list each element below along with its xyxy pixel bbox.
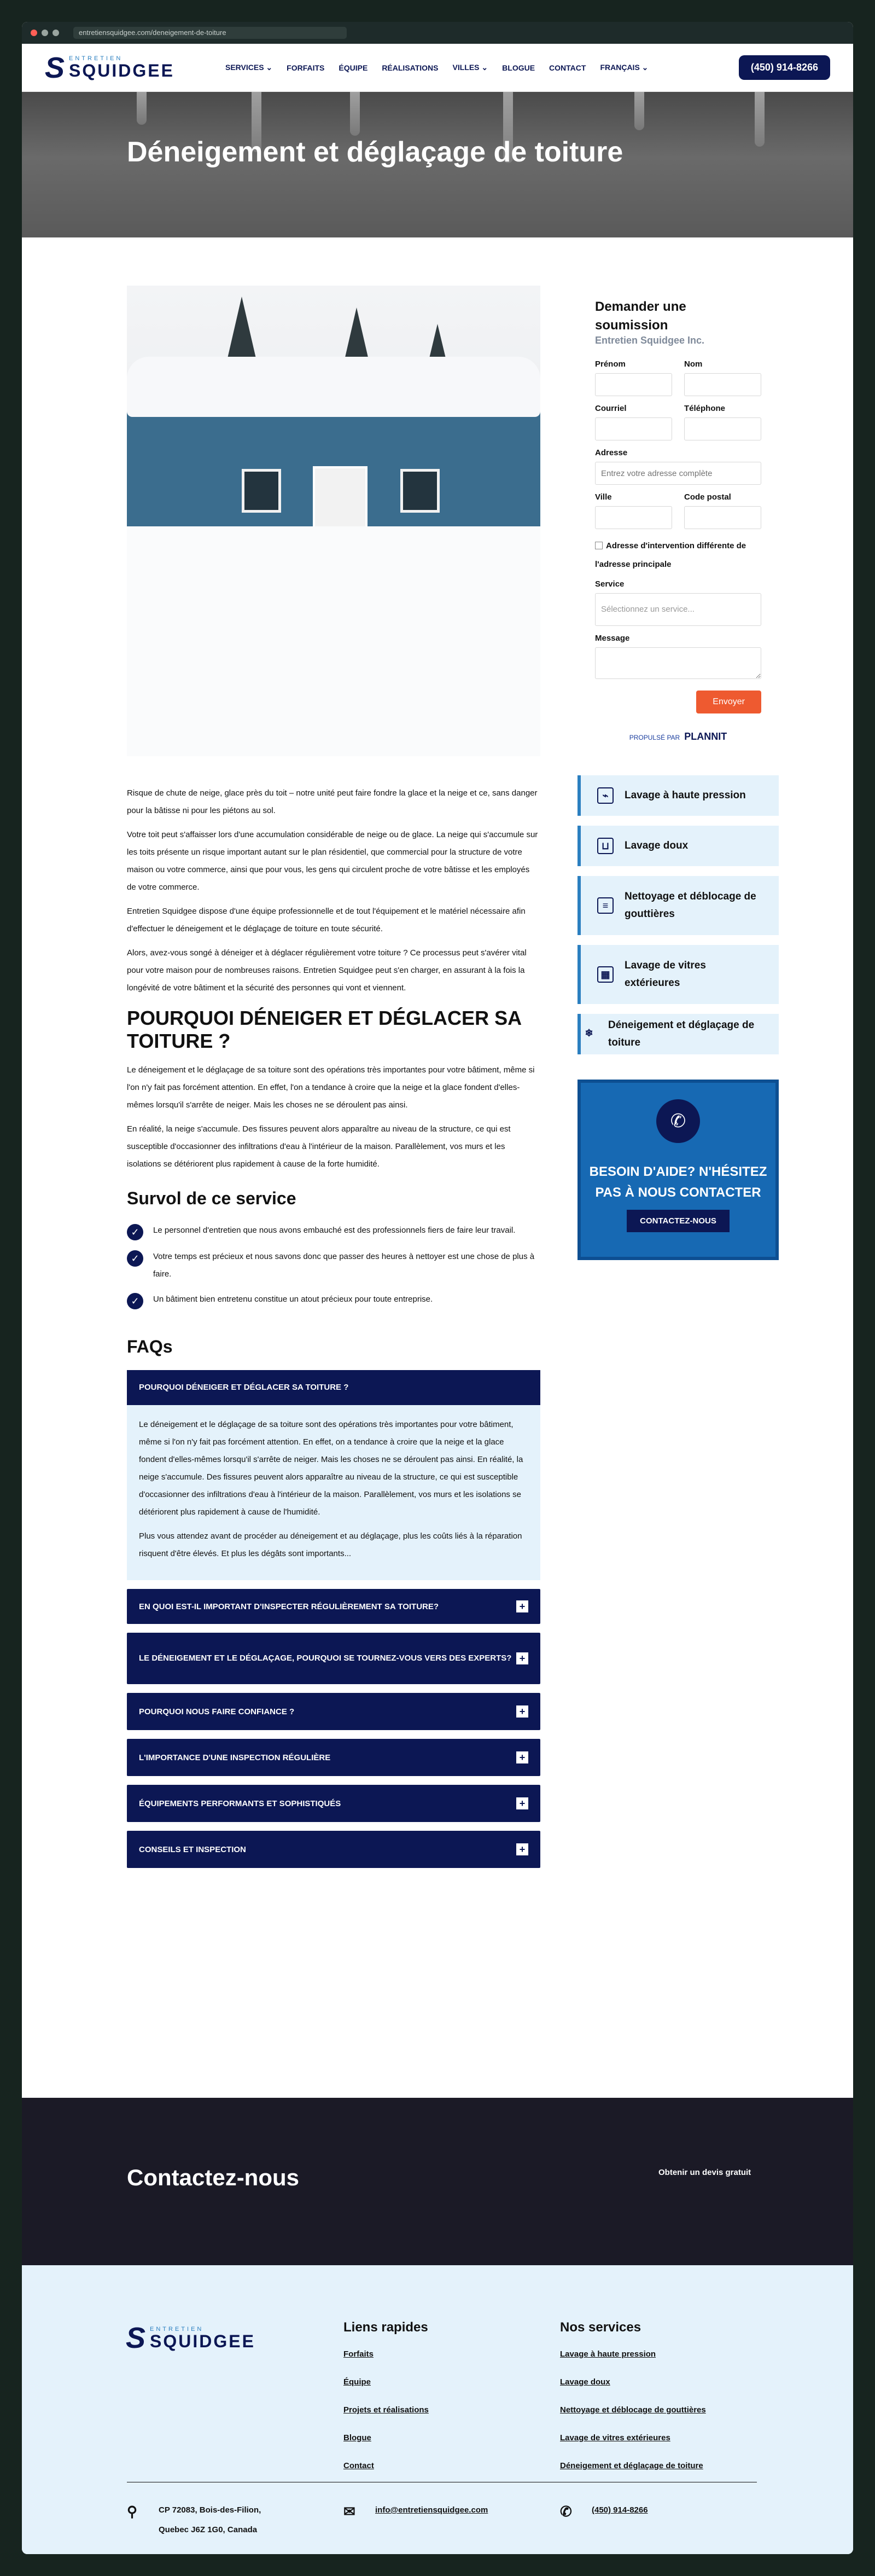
faq-question[interactable] (127, 1589, 540, 1624)
faq-question-text: CONSEILS ET INSPECTION (139, 1844, 246, 1854)
nav-villes[interactable]: VILLES ⌄ (452, 63, 488, 72)
article (127, 785, 540, 1877)
form-title: Demander une soumission (595, 299, 686, 333)
pressure-washer-icon: ⌁ (597, 787, 614, 804)
footer-services-title: Nos services (560, 2320, 641, 2335)
logo-name: SQUIDGEE (69, 61, 174, 80)
plannit-logo[interactable]: PLANNIT (684, 731, 727, 742)
main-content (22, 237, 853, 2098)
message-label: Message (595, 634, 630, 643)
check-icon: ✓ (127, 1250, 143, 1267)
paragraph: Entretien Squidgee dispose d'une équipe professionnelle et de tout l'équipement et le matériel nécessaire afin d'effectuer le déneigement et le déglaçage de toiture en toute sécurité. (127, 907, 526, 933)
site-footer (22, 2265, 853, 2554)
nav-blogue[interactable]: BLOGUE (502, 63, 535, 72)
service-link-soft-wash[interactable] (578, 826, 779, 866)
check-text: Un bâtiment bien entretenu constitue un atout précieux pour toute entreprise. (153, 1295, 433, 1304)
paragraph: En réalité, la neige s'accumule. Des fissures peuvent alors apparaître au niveau de la structure, ce qui est susceptible d'occasionner des infiltrations d'eau à l'intérieur de la maison. Parallèlement, vos murs et les isolations se détériorent plus rapidement à cause de la forte humidité. (127, 1124, 511, 1169)
address-label: Adresse (595, 448, 628, 457)
footer-logo[interactable] (126, 2323, 306, 2353)
logo-tagline: ENTRETIEN (150, 2325, 204, 2333)
check-icon: ✓ (127, 1224, 143, 1240)
paragraph: Risque de chute de neige, glace près du toit – notre unité peut faire fondre la glace et la neige et ce, sans danger pour la bâtisse ni pour les piétons au sol. (127, 788, 538, 815)
house-window (242, 469, 281, 513)
service-label: Nettoyage et déblocage de gouttières (625, 891, 756, 920)
footer-service-link[interactable]: Lavage doux (560, 2377, 610, 2387)
faq-answer-text: Le déneigement et le déglaçage de sa toiture sont des opérations très importantes pour votre bâtiment, même si l'on n'y fait pas forcément attention. En effet, on a tendance à croire que la neige et la glace fondent d'elles-mêmes lorsqu'il s'arrête de neiger. Mais les choses ne se déroulent pas ainsi. En réalité, la neige s'accumule. Des fissures peuvent alors apparaître au niveau de la structure, ce qui est susceptible d'occasionner des infiltrations d'eau à l'intérieur de la maison. Parallèlement, vos murs et les isolations se détériorent plus rapidement à cause de l'humidité. (139, 1420, 523, 1517)
service-label: Lavage de vitres extérieures (625, 960, 706, 989)
checkbox-label: Adresse d'intervention différente de l'adresse principale (595, 541, 746, 569)
prenom-field[interactable] (595, 373, 672, 396)
faq-question[interactable] (127, 1693, 540, 1730)
service-label: Lavage à haute pression (625, 790, 746, 801)
faq-question[interactable] (127, 1633, 540, 1684)
nav-equipe[interactable]: ÉQUIPE (339, 63, 368, 72)
check-item (127, 1291, 540, 1309)
minimize-dot[interactable] (42, 30, 48, 36)
nom-field[interactable] (684, 373, 761, 396)
footer-phone (560, 2500, 648, 2522)
footer-link[interactable]: Forfaits (343, 2349, 374, 2359)
plus-icon[interactable]: + (516, 1652, 528, 1664)
check-item (127, 1222, 540, 1240)
faq-question-text: POURQUOI NOUS FAIRE CONFIANCE ? (139, 1707, 295, 1716)
bucket-icon: ⊔ (597, 838, 614, 854)
logo-name: SQUIDGEE (150, 2331, 255, 2351)
logo-mark-icon: S (126, 2322, 146, 2354)
footer-service-link[interactable]: Déneigement et déglaçage de toiture (560, 2461, 703, 2470)
phone-icon: ✆ (560, 2503, 572, 2520)
phone-icon: ✆ (656, 1099, 700, 1143)
footer-service-link[interactable]: Lavage de vitres extérieures (560, 2433, 670, 2442)
section-heading: POURQUOI DÉNEIGER ET DÉGLACER SA TOITURE ? (127, 1007, 521, 1052)
contact-title: Contactez-nous (127, 2165, 299, 2190)
message-field[interactable] (595, 647, 761, 679)
hero-banner (22, 92, 853, 237)
faq-question-text: ÉQUIPEMENTS PERFORMANTS ET SOPHISTIQUÉS (139, 1798, 341, 1808)
footer-link[interactable]: Projets et réalisations (343, 2405, 429, 2415)
powered-by (595, 731, 761, 742)
service-label: Lavage doux (625, 840, 689, 851)
service-link-snow-roof[interactable] (578, 1014, 779, 1054)
send-button[interactable]: Envoyer (696, 691, 761, 713)
email-label: Courriel (595, 404, 627, 413)
snow-ground (127, 526, 540, 756)
service-select[interactable]: Sélectionnez un service... (595, 593, 761, 626)
different-address-checkbox[interactable] (595, 537, 761, 574)
overview-heading: Survol de ce service (127, 1188, 296, 1208)
footer-services (560, 2320, 706, 2489)
snow-roof-icon: ❄ (585, 1028, 593, 1038)
footer-email (343, 2500, 488, 2522)
phone-link[interactable]: (450) 914-8266 (592, 2505, 648, 2515)
close-dot[interactable] (31, 30, 37, 36)
footer-service-link[interactable]: Nettoyage et déblocage de gouttières (560, 2405, 706, 2415)
logo-tagline: ENTRETIEN (69, 55, 123, 62)
plus-icon[interactable]: + (516, 1843, 528, 1855)
footer-service-link[interactable]: Lavage à haute pression (560, 2349, 656, 2359)
browser-window (22, 22, 853, 2554)
paragraph: Votre toit peut s'affaisser lors d'une accumulation considérable de neige ou de glace. La neige qui s'accumule sur les toits présente un risque important autant sur le plan résidentiel, que commercial pour la structure de votre maison ou votre commerce, ainsi que pour vous, les gens qui circulent proche de votre bâtisse et les employés de votre commerce. (127, 830, 538, 892)
phone-field[interactable] (684, 417, 761, 440)
nom-label: Nom (684, 359, 703, 369)
faq-heading: FAQs (127, 1337, 173, 1356)
main-nav (225, 63, 739, 72)
phone-label: Téléphone (684, 404, 726, 413)
prenom-label: Prénom (595, 359, 626, 369)
phone-button[interactable]: (450) 914-8266 (739, 55, 830, 80)
icicle-decoration (350, 92, 360, 136)
paragraph: Alors, avez-vous songé à déneiger et à déglacer régulièrement votre toiture ? Ce processus peut s'avérer vital pour votre maison pour de nombreuses raisons. Entretien Squidgee peut s'en charger, en assurant à la fois la longévité de votre bâtiment et la sécurité des personnes qui vont et viennent. (127, 948, 527, 993)
footer-address (127, 2500, 261, 2540)
plus-icon[interactable]: + (516, 1600, 528, 1612)
nav-forfaits[interactable]: FORFAITS (287, 63, 325, 72)
site-header (22, 44, 853, 92)
form-subtitle: Entretien Squidgee Inc. (595, 335, 705, 346)
free-quote-link[interactable]: Obtenir un devis gratuit (658, 2168, 751, 2177)
faq-answer-text: Plus vous attendez avant de procéder au déneigement et au déglaçage, plus les coûts liés à la réparation risquent d'être élevés. Et plus les dégâts sont importants... (139, 1531, 522, 1558)
help-title: BESOIN D'AIDE? N'HÉSITEZ PAS À NOUS CONTACTER (589, 1164, 767, 1200)
window-icon: ▦ (597, 966, 614, 983)
faq-question[interactable] (127, 1739, 540, 1776)
email-link[interactable]: info@entretiensquidgee.com (375, 2505, 488, 2515)
logo-mark-icon: S (45, 51, 65, 84)
quick-links-title: Liens rapides (343, 2320, 428, 2335)
faq-question-open[interactable]: POURQUOI DÉNEIGER ET DÉGLACER SA TOITURE ? (127, 1370, 540, 1405)
postal-field[interactable] (684, 506, 761, 529)
faq-question-text: L'IMPORTANCE D'UNE INSPECTION RÉGULIÈRE (139, 1753, 331, 1762)
contact-band (22, 2098, 853, 2265)
quote-form (578, 298, 779, 742)
maximize-dot[interactable] (52, 30, 59, 36)
faq-question-text: EN QUOI EST-IL IMPORTANT D'INSPECTER RÉGULIÈREMENT SA TOITURE? (139, 1602, 439, 1611)
service-link-pressure[interactable] (578, 775, 779, 816)
mail-icon: ✉ (343, 2503, 355, 2520)
footer-link[interactable]: Blogue (343, 2433, 371, 2442)
faq-question[interactable] (127, 1831, 540, 1868)
browser-chrome (22, 22, 853, 44)
plus-icon[interactable]: + (516, 1797, 528, 1809)
nav-contact[interactable]: CONTACT (549, 63, 586, 72)
icicle-decoration (634, 92, 644, 130)
address-line: Quebec J6Z 1G0, Canada (159, 2525, 258, 2534)
plus-icon[interactable]: + (516, 1705, 528, 1718)
service-label: Déneigement et déglaçage de toiture (608, 1019, 755, 1048)
faq-question[interactable] (127, 1785, 540, 1822)
location-icon: ⚲ (127, 2503, 138, 2520)
address-bar[interactable]: entretiensquidgee.com/deneigement-de-toiture (73, 27, 347, 39)
snowy-house-photo (127, 286, 540, 756)
service-label: Service (595, 579, 625, 589)
icicle-decoration (755, 92, 765, 147)
check-icon: ✓ (127, 1293, 143, 1309)
address-line: CP 72083, Bois-des-Filion, (159, 2505, 261, 2515)
faq-answer (127, 1405, 540, 1580)
nav-realisations[interactable]: RÉALISATIONS (382, 63, 439, 72)
site-logo[interactable] (45, 53, 225, 83)
plus-icon[interactable]: + (516, 1751, 528, 1763)
check-text: Le personnel d'entretien que nous avons embauché est des professionnels fiers de faire leur travail. (153, 1226, 516, 1235)
address-field[interactable] (595, 462, 761, 485)
service-link-windows[interactable] (578, 945, 779, 1004)
house-window (400, 469, 440, 513)
faq-question-text: LE DÉNEIGEMENT ET LE DÉGLAÇAGE, POURQUOI SE TOURNEZ-VOUS VERS DES EXPERTS? (139, 1653, 512, 1663)
service-link-gutters[interactable] (578, 876, 779, 935)
check-text: Votre temps est précieux et nous savons donc que passer des heures à nettoyer est une chose de plus à faire. (153, 1252, 535, 1279)
nav-services[interactable]: SERVICES ⌄ (225, 63, 273, 72)
contact-us-button[interactable]: CONTACTEZ-NOUS (627, 1210, 730, 1232)
quick-links (343, 2320, 429, 2489)
postal-label: Code postal (684, 492, 731, 502)
snowy-roof (127, 357, 540, 417)
help-box (578, 1080, 779, 1260)
email-field[interactable] (595, 417, 672, 440)
paragraph: Le déneigement et le déglaçage de sa toiture sont des opérations très importantes pour votre bâtiment, même si l'on n'y fait pas forcément attention. En effet, l'on a tendance à croire que la neige et la glace fondent d'elles-mêmes lorsqu'il s'arrête de neiger. Mais les choses ne se déroulent pas ainsi. (127, 1065, 535, 1110)
powered-label: PROPULSÉ PAR (629, 734, 680, 741)
nav-language[interactable]: FRANÇAIS ⌄ (600, 63, 649, 72)
footer-link[interactable]: Équipe (343, 2377, 371, 2387)
gutter-icon: ≡ (597, 897, 614, 914)
city-label: Ville (595, 492, 612, 502)
icicle-decoration (137, 92, 147, 125)
check-item (127, 1248, 540, 1283)
page-title: Déneigement et déglaçage de toiture (127, 136, 623, 168)
checkbox-icon[interactable] (595, 542, 603, 549)
services-list (578, 775, 779, 1054)
sidebar (578, 286, 779, 1260)
city-field[interactable] (595, 506, 672, 529)
footer-link[interactable]: Contact (343, 2461, 374, 2470)
